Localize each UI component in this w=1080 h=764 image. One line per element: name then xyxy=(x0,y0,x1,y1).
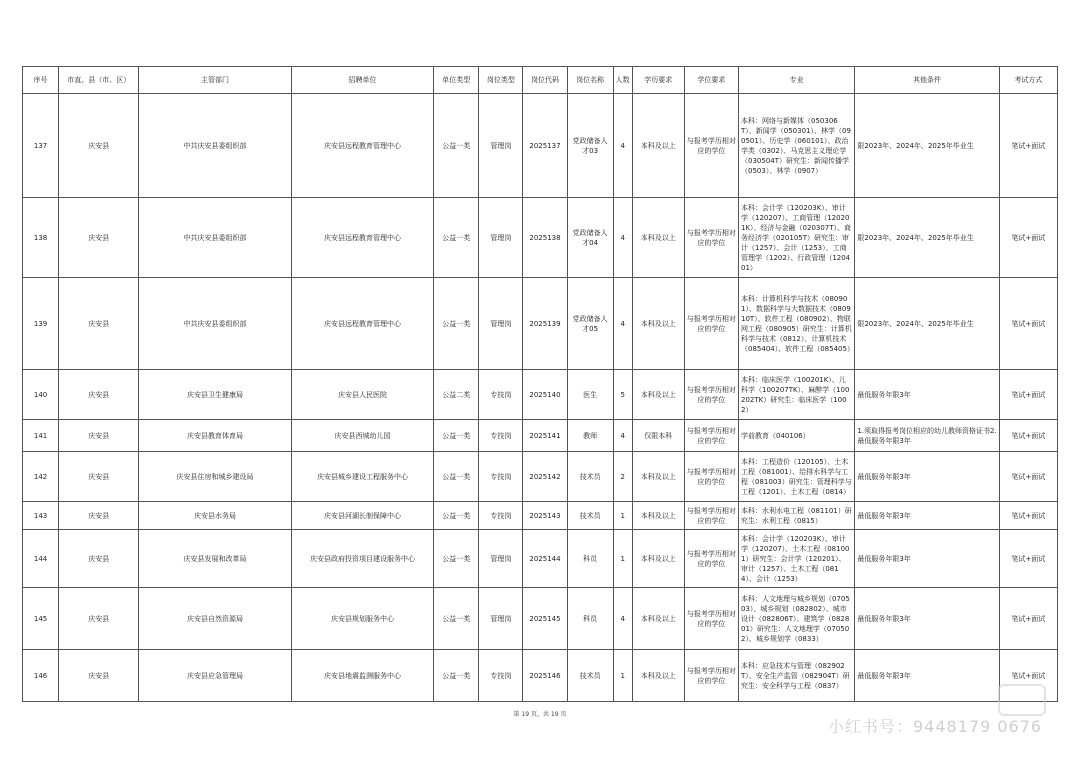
cell-degree: 与报考学历相对应的学位 xyxy=(684,370,738,420)
cell-unit-type: 公益一类 xyxy=(434,650,479,702)
cell-unit: 庆安县远程教育管理中心 xyxy=(291,278,433,370)
cell-post-name: 科员 xyxy=(567,588,613,650)
cell-major: 本科：工程造价（120105）、土木工程（081001）、给排水科学与工程（081003）研究生：管理科学与工程（1201）、土木工程（0814） xyxy=(739,452,855,502)
cell-unit: 庆安县人民医院 xyxy=(291,370,433,420)
cell-no: 138 xyxy=(23,198,59,278)
table-row xyxy=(23,452,1058,502)
cell-major: 本科：网络与新媒体（050306T）、新闻学（050301）、林学（090501）、历史学（060101）、政治学类（0302）、马克思主义理论学（030504T）研究生：新闻传播学（0503）、林学（0907） xyxy=(739,94,855,198)
cell-other: 1.须取得报考岗位相应的幼儿教师资格证书2.最低服务年限3年 xyxy=(855,420,999,452)
cell-no: 145 xyxy=(23,588,59,650)
cell-no: 141 xyxy=(23,420,59,452)
cell-other: 限2023年、2024年、2025年毕业生 xyxy=(855,198,999,278)
cell-edu: 本科及以上 xyxy=(632,502,684,530)
cell-major: 学前教育（040106） xyxy=(739,420,855,452)
cell-exam: 笔试+面试 xyxy=(999,452,1057,502)
cell-count: 2 xyxy=(613,452,632,502)
cell-dept: 中共庆安县委组织部 xyxy=(139,278,291,370)
cell-major: 本科：会计学（120203K）、审计学（120207）、工商管理（120201K）、经济与金融（020307T）、商务经济学（020105T）研究生：审计（1257）、会计（1253）、工商管理学（1202）、行政管理（120401） xyxy=(739,198,855,278)
cell-post-code: 2025141 xyxy=(523,420,567,452)
header-unit: 招聘单位 xyxy=(291,67,433,94)
cell-other: 限2023年、2024年、2025年毕业生 xyxy=(855,94,999,198)
cell-post-type: 管理岗 xyxy=(479,198,523,278)
cell-post-name: 党政储备人才05 xyxy=(567,278,613,370)
cell-other: 最低服务年限3年 xyxy=(855,650,999,702)
cell-no: 143 xyxy=(23,502,59,530)
header-post-name: 岗位名称 xyxy=(567,67,613,94)
cell-dept: 庆安县应急管理局 xyxy=(139,650,291,702)
table-row xyxy=(23,502,1058,530)
cell-dept: 庆安县卫生健康局 xyxy=(139,370,291,420)
cell-count: 4 xyxy=(613,278,632,370)
header-major: 专业 xyxy=(739,67,855,94)
header-other: 其他条件 xyxy=(855,67,999,94)
cell-no: 142 xyxy=(23,452,59,502)
cell-city: 庆安县 xyxy=(59,278,139,370)
cell-edu: 本科及以上 xyxy=(632,588,684,650)
table-row xyxy=(23,420,1058,452)
cell-dept: 中共庆安县委组织部 xyxy=(139,94,291,198)
cell-edu: 本科及以上 xyxy=(632,452,684,502)
cell-exam: 笔试+面试 xyxy=(999,650,1057,702)
cell-post-name: 教师 xyxy=(567,420,613,452)
cell-post-code: 2025139 xyxy=(523,278,567,370)
cell-city: 庆安县 xyxy=(59,502,139,530)
cell-edu: 仅限本科 xyxy=(632,420,684,452)
cell-post-type: 管理岗 xyxy=(479,94,523,198)
cell-other: 最低服务年限3年 xyxy=(855,588,999,650)
cell-edu: 本科及以上 xyxy=(632,198,684,278)
cell-other: 限2023年、2024年、2025年毕业生 xyxy=(855,278,999,370)
cell-count: 1 xyxy=(613,530,632,588)
cell-unit: 庆安县远程教育管理中心 xyxy=(291,198,433,278)
cell-other: 最低服务年限3年 xyxy=(855,452,999,502)
cell-post-code: 2025146 xyxy=(523,650,567,702)
cell-major: 本科：临床医学（100201K）、儿科学（100207TK）、麻醉学（100202TK）研究生：临床医学（1002） xyxy=(739,370,855,420)
cell-unit: 庆安县规划服务中心 xyxy=(291,588,433,650)
cell-degree: 与报考学历相对应的学位 xyxy=(684,420,738,452)
cell-city: 庆安县 xyxy=(59,650,139,702)
recruitment-table xyxy=(22,66,1058,702)
cell-post-name: 科员 xyxy=(567,530,613,588)
cell-post-code: 2025137 xyxy=(523,94,567,198)
table-row xyxy=(23,278,1058,370)
cell-city: 庆安县 xyxy=(59,198,139,278)
cell-major: 本科：计算机科学与技术（080901）、数据科学与大数据技术（080910T）、软件工程（080902）、物联网工程（080905）研究生：计算机科学与技术（0812）、计算机技术（085404）、软件工程（085405） xyxy=(739,278,855,370)
cell-degree: 与报考学历相对应的学位 xyxy=(684,452,738,502)
cell-other: 最低服务年限3年 xyxy=(855,530,999,588)
cell-unit: 庆安县城乡建设工程服务中心 xyxy=(291,452,433,502)
cell-post-name: 党政储备人才03 xyxy=(567,94,613,198)
header-edu: 学历要求 xyxy=(632,67,684,94)
cell-post-type: 管理岗 xyxy=(479,588,523,650)
cell-post-name: 技术员 xyxy=(567,650,613,702)
header-no: 序号 xyxy=(23,67,59,94)
cell-post-code: 2025140 xyxy=(523,370,567,420)
header-unit-type: 单位类型 xyxy=(434,67,479,94)
cell-unit-type: 公益二类 xyxy=(434,370,479,420)
cell-post-name: 技术员 xyxy=(567,502,613,530)
cell-city: 庆安县 xyxy=(59,94,139,198)
cell-other: 最低服务年限3年 xyxy=(855,370,999,420)
cell-unit: 庆安县政府投资项目建设服务中心 xyxy=(291,530,433,588)
cell-no: 137 xyxy=(23,94,59,198)
cell-major: 本科：人文地理与城乡规划（070503）、城乡规划（082802）、城市设计（082806T）、建筑学（082801）研究生：人文地理学（070502）、城乡规划学（0833） xyxy=(739,588,855,650)
cell-post-type: 专技岗 xyxy=(479,420,523,452)
page-number: 第 19 页，共 19 页 xyxy=(513,711,567,718)
cell-exam: 笔试+面试 xyxy=(999,530,1057,588)
cell-count: 1 xyxy=(613,502,632,530)
cell-count: 4 xyxy=(613,94,632,198)
cell-unit-type: 公益一类 xyxy=(434,530,479,588)
cell-count: 4 xyxy=(613,588,632,650)
watermark-text: 小红书号：9448179 0676 xyxy=(828,717,1043,736)
header-dept: 主管部门 xyxy=(139,67,291,94)
header-count: 人数 xyxy=(613,67,632,94)
cell-exam: 笔试+面试 xyxy=(999,370,1057,420)
header-city: 市直、县（市、区） xyxy=(59,67,139,94)
cell-unit-type: 公益一类 xyxy=(434,94,479,198)
cell-post-name: 技术员 xyxy=(567,452,613,502)
cell-post-type: 管理岗 xyxy=(479,278,523,370)
cell-no: 146 xyxy=(23,650,59,702)
table-row xyxy=(23,198,1058,278)
cell-dept: 庆安县自然资源局 xyxy=(139,588,291,650)
cell-city: 庆安县 xyxy=(59,452,139,502)
cell-edu: 本科及以上 xyxy=(632,530,684,588)
cell-post-code: 2025143 xyxy=(523,502,567,530)
header-exam: 考试方式 xyxy=(999,67,1057,94)
table-body xyxy=(23,94,1058,702)
cell-post-type: 专技岗 xyxy=(479,370,523,420)
watermark-logo xyxy=(998,684,1046,716)
cell-degree: 与报考学历相对应的学位 xyxy=(684,650,738,702)
cell-no: 139 xyxy=(23,278,59,370)
cell-exam: 笔试+面试 xyxy=(999,94,1057,198)
cell-degree: 与报考学历相对应的学位 xyxy=(684,530,738,588)
header-degree: 学位要求 xyxy=(684,67,738,94)
cell-unit-type: 公益一类 xyxy=(434,452,479,502)
cell-degree: 与报考学历相对应的学位 xyxy=(684,278,738,370)
cell-unit-type: 公益一类 xyxy=(434,588,479,650)
table-row xyxy=(23,588,1058,650)
cell-edu: 本科及以上 xyxy=(632,650,684,702)
cell-exam: 笔试+面试 xyxy=(999,278,1057,370)
cell-post-type: 管理岗 xyxy=(479,530,523,588)
cell-post-code: 2025144 xyxy=(523,530,567,588)
cell-unit: 庆安县地震监测服务中心 xyxy=(291,650,433,702)
cell-post-code: 2025138 xyxy=(523,198,567,278)
cell-post-name: 医生 xyxy=(567,370,613,420)
cell-degree: 与报考学历相对应的学位 xyxy=(684,502,738,530)
cell-post-code: 2025145 xyxy=(523,588,567,650)
cell-count: 1 xyxy=(613,650,632,702)
cell-unit: 庆安县河湖长制保障中心 xyxy=(291,502,433,530)
cell-no: 140 xyxy=(23,370,59,420)
cell-exam: 笔试+面试 xyxy=(999,588,1057,650)
cell-edu: 本科及以上 xyxy=(632,278,684,370)
cell-unit-type: 公益一类 xyxy=(434,198,479,278)
cell-exam: 笔试+面试 xyxy=(999,198,1057,278)
cell-dept: 庆安县发展和改革局 xyxy=(139,530,291,588)
cell-unit-type: 公益一类 xyxy=(434,278,479,370)
cell-edu: 本科及以上 xyxy=(632,370,684,420)
cell-city: 庆安县 xyxy=(59,370,139,420)
cell-dept: 庆安县住房和城乡建设局 xyxy=(139,452,291,502)
cell-unit: 庆安县远程教育管理中心 xyxy=(291,94,433,198)
cell-post-type: 专技岗 xyxy=(479,650,523,702)
cell-count: 4 xyxy=(613,420,632,452)
cell-exam: 笔试+面试 xyxy=(999,502,1057,530)
cell-dept: 庆安县水务局 xyxy=(139,502,291,530)
table-row xyxy=(23,650,1058,702)
cell-degree: 与报考学历相对应的学位 xyxy=(684,198,738,278)
cell-city: 庆安县 xyxy=(59,530,139,588)
header-post-code: 岗位代码 xyxy=(523,67,567,94)
cell-unit-type: 公益一类 xyxy=(434,502,479,530)
cell-other: 最低服务年限3年 xyxy=(855,502,999,530)
cell-city: 庆安县 xyxy=(59,420,139,452)
header-post-type: 岗位类型 xyxy=(479,67,523,94)
table-row xyxy=(23,94,1058,198)
cell-dept: 庆安县教育体育局 xyxy=(139,420,291,452)
cell-degree: 与报考学历相对应的学位 xyxy=(684,94,738,198)
cell-count: 4 xyxy=(613,198,632,278)
cell-edu: 本科及以上 xyxy=(632,94,684,198)
cell-major: 本科：应急技术与管理（082902T）、安全生产监管（082904T）研究生：安全科学与工程（0837） xyxy=(739,650,855,702)
table-row xyxy=(23,370,1058,420)
cell-unit: 庆安县西城幼儿园 xyxy=(291,420,433,452)
cell-major: 本科：会计学（120203K）、审计学（120207）、土木工程（081001）研究生：会计学（120201）、审计（1257）、土木工程（0814）、会计（1253） xyxy=(739,530,855,588)
header-row xyxy=(23,67,1058,94)
table-header xyxy=(23,67,1058,94)
cell-post-type: 专技岗 xyxy=(479,502,523,530)
cell-post-code: 2025142 xyxy=(523,452,567,502)
cell-unit-type: 公益一类 xyxy=(434,420,479,452)
table-row xyxy=(23,530,1058,588)
cell-post-name: 党政储备人才04 xyxy=(567,198,613,278)
cell-degree: 与报考学历相对应的学位 xyxy=(684,588,738,650)
cell-major: 本科：水利水电工程（081101）研究生：水利工程（0815） xyxy=(739,502,855,530)
cell-dept: 中共庆安县委组织部 xyxy=(139,198,291,278)
recruitment-table-sheet xyxy=(22,66,1058,702)
cell-count: 5 xyxy=(613,370,632,420)
cell-no: 144 xyxy=(23,530,59,588)
cell-exam: 笔试+面试 xyxy=(999,420,1057,452)
cell-post-type: 专技岗 xyxy=(479,452,523,502)
cell-city: 庆安县 xyxy=(59,588,139,650)
